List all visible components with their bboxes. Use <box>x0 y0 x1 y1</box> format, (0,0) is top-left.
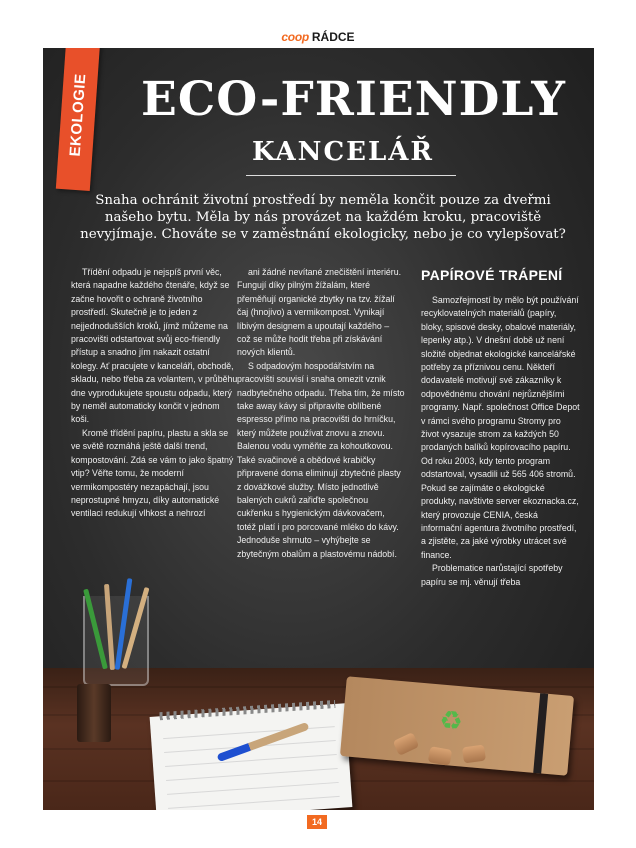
category-tag-label: EKOLOGIE <box>66 72 90 158</box>
column-1 <box>71 266 239 521</box>
lead-paragraph: Snaha ochránit životní prostředí by neměla končit pouze za dveřmi našeho bytu. Měla by nás provázet na každém kroku, pracoviště nevyjímaje. Chováte se v zaměstnání ekologicky, nebo je co vylepšovat? <box>80 193 566 242</box>
section-name: RÁDCE <box>311 30 355 44</box>
page-header <box>0 0 636 48</box>
page-number: 14 <box>307 815 327 829</box>
article-title: ECO-FRIENDLY <box>141 72 566 127</box>
recycle-icon: ♻ <box>438 704 465 737</box>
column-3 <box>421 266 581 589</box>
paragraph: ani žádné nevítané znečištění interiéru. Fungují díky pilným žížalám, které přeměňují organické zbytky na tzv. žížalí čaj (hnojivo) a vermikompost. Vynikají líbivým designem a upoutají každého – což se může hodit třeba při získávání nových klientů. <box>237 267 402 358</box>
wooden-cup-image <box>77 684 111 742</box>
title-divider <box>246 175 456 176</box>
paragraph: Problematice narůstající spotřeby papíru se mj. věnují třeba <box>421 563 563 587</box>
article-subtitle: KANCELÁŘ <box>251 137 435 167</box>
paragraph: Kromě třídění papíru, plastu a skla se ve světě rozmáhá ještě další trend, kompostování. Zdá se vám to jako špatný vtip? Věřte tomu, že moderní vermikompostéry nezapáchají, jsou neprostupné hmyzu, díky automatické ventilaci redukují vlhkost a nehrozí <box>71 427 234 519</box>
coop-logo: coop <box>281 30 309 44</box>
section-heading: PAPÍROVÉ TRÁPENÍ <box>421 267 563 283</box>
article-page <box>43 48 594 810</box>
paragraph: Samozřejmostí by mělo být používání recyklovatelných materiálů (papíry, bloky, spisové desky, obalové materiály, lepenky atp.). V dnešní době už není složité objednat ekologické kancelářské potřeby za příznivou cenu. Někteří dodavatelé motivují své zákazníky k odpovědnému chování nejrůznějšími programy. Např. společnost Office Depot v rámci svého programu Stromy pro život vysazuje strom za každých 50 prodaných balíků kopírovacího papíru. Od roku 2003, kdy tento program odstartoval, vysadili už 565 406 stromů. Pokud se zajímáte o ekologické produkty, navštivte server ekoznacka.cz, který provozuje CENIA, česká informační agentura životního prostředí, a zjistěte, za jaké výrobky utrácet své finance. <box>421 295 580 560</box>
usb-key-image <box>462 745 486 764</box>
column-2 <box>237 266 405 561</box>
category-tag <box>56 48 100 191</box>
brand <box>0 30 636 44</box>
paragraph: S odpadovým hospodářstvím na pracovišti souvisí i snaha omezit vznik nadbytečného odpadu. Třeba tím, že místo take away kávy si připravíte oblíbené espresso přímo na pracovišti do hrníčku, který můžete používat znovu a znovu. Balenou vodu vyměňte za kohoutkovou. Také svačinové a obědové krabičky připravené doma eliminují zbytečné plasty z dovážkové služby. Místo jednotlivě balených cukrů zařiďte společnou cukřenku s hygienickým dávkovačem, totéž platí i pro porcované mléko do kávy. Jednoduše shrnuto – vyhýbejte se zbytečným obalům a plastovému nádobí. <box>237 360 405 559</box>
notepad-image <box>150 703 353 810</box>
paragraph: Třídění odpadu je nejspíš první věc, která napadne každého čtenáře, když se začne hovořit o ochraně životního prostředí. Skutečně je to jeden z nejjednodušších kroků, jímž můžeme na pracovišti odstartovat svůj eco-friendly přístup a snadno jím nakazit ostatní kolegy. Ať pracujete v kanceláři, obchodě, skladu, nebo třeba za volantem, v průběhu dne vyprodukujete spoustu odpadu, který by neměl automaticky končit v jednom koši. <box>71 267 238 425</box>
